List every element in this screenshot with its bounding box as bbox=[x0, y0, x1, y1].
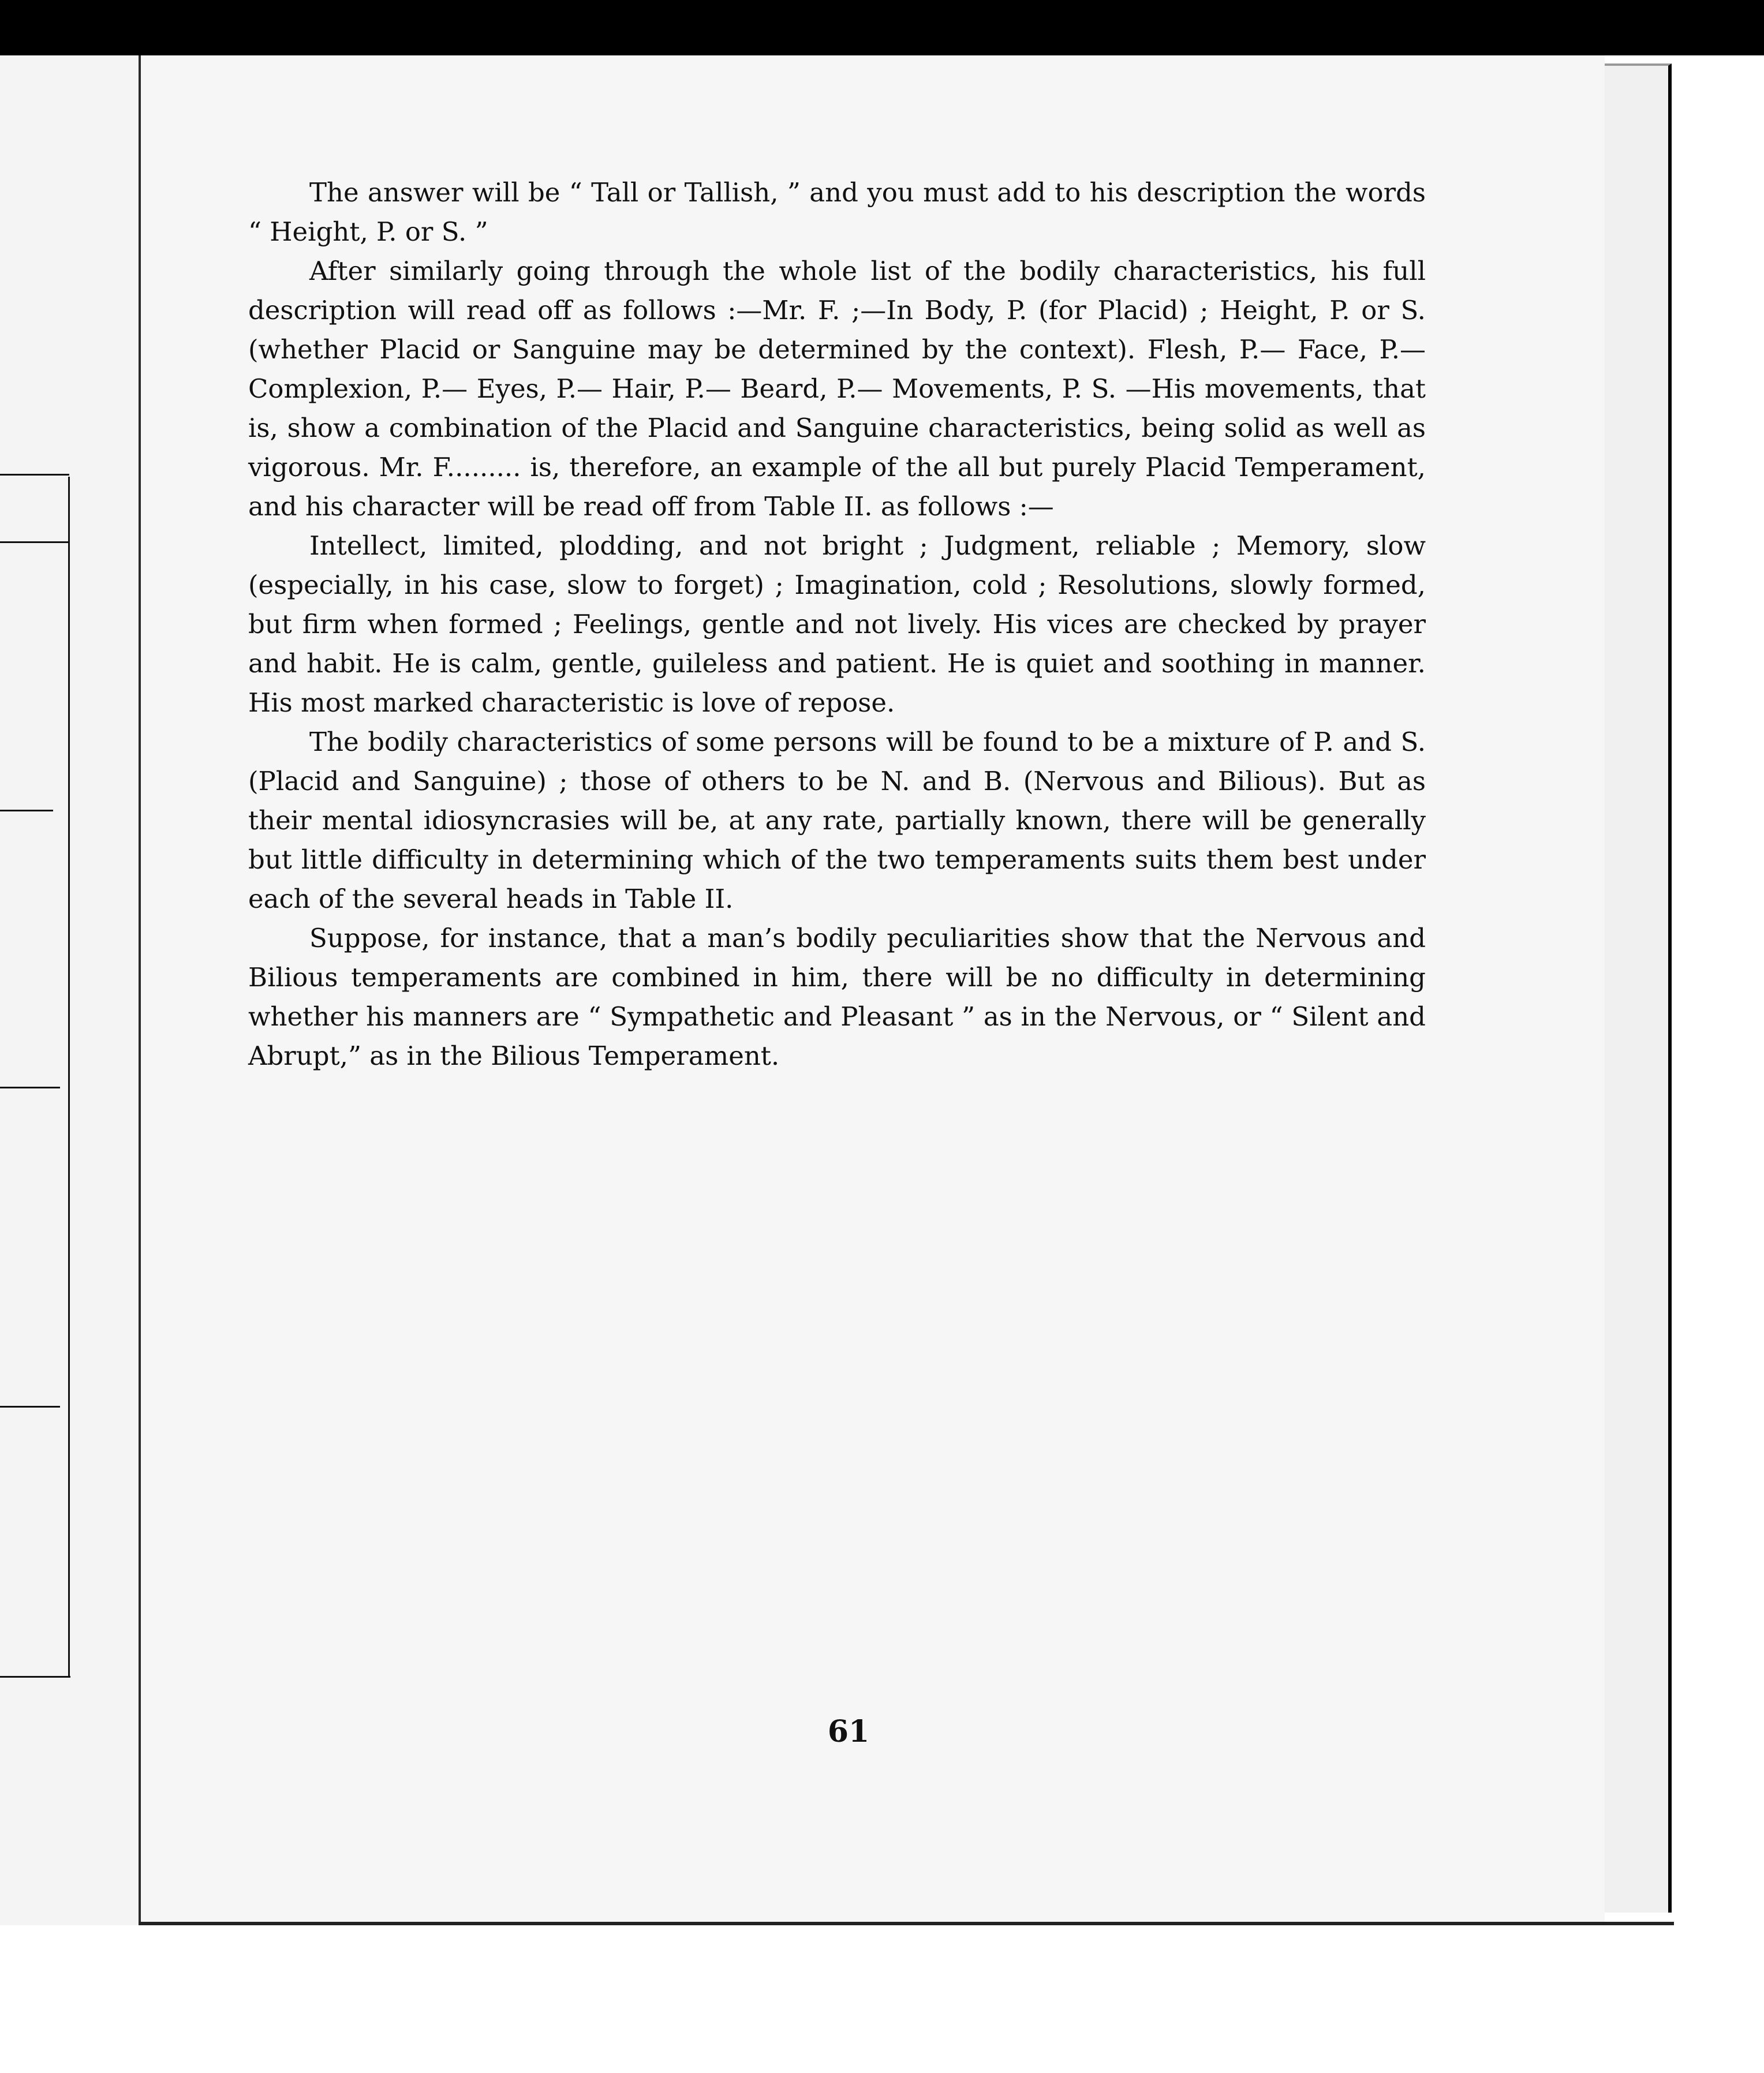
paragraph: After similarly going through the whole list of the bodily characteristics, his full description will read off as follows :—Mr. F. ;—In Body, P. (for Placid) ; Height, P. or S. (whether Placid or Sanguine may be determined by the context). Flesh, P.— Face, P.— Complexion, P.— Eyes, P.— Hair, P.— Beard, P.— Movements, P. S. —His movements, that is, show a combination of the Placid and Sanguine characteristics, being solid as well as vigorous. Mr. F......... is, therefore, an example of the all but purely Placid Temperament, and his character will be read off from Table II. as follows :— bbox=[248, 256, 1426, 522]
left-page-rule bbox=[0, 1406, 60, 1408]
paragraph: Intellect, limited, plodding, and not bright ; Judgment, reliable ; Memory, slow (especially, in his case, slow to forget) ; Imagination, cold ; Resolutions, slowly formed, but firm when formed ; Feelings, gentle and not lively. His vices are checked by prayer and habit. He is calm, gentle, guileless and patient. He is quiet and soothing in manner. His most marked characteristic is love of repose. bbox=[248, 530, 1426, 718]
scan-right-margin bbox=[1672, 55, 1764, 2073]
body-text bbox=[248, 173, 1426, 1076]
scan-top-border bbox=[0, 0, 1764, 55]
left-page-edge bbox=[0, 55, 141, 1925]
left-page-rule bbox=[68, 477, 70, 1677]
left-page-rule bbox=[0, 810, 53, 811]
paragraph: The answer will be “ Tall or Tallish, ” and you must add to his description the words “ Height, P. or S. ” bbox=[248, 177, 1426, 247]
left-page-rule bbox=[0, 474, 69, 476]
scan-bottom-margin bbox=[0, 1925, 1764, 2073]
left-page-rule bbox=[0, 541, 68, 543]
left-page-rule bbox=[0, 1087, 60, 1088]
page-number: 61 bbox=[827, 1714, 870, 1749]
page-stack-edge bbox=[1605, 63, 1672, 1913]
paragraph: The bodily characteristics of some persons will be found to be a mixture of P. and S. (Placid and Sanguine) ; those of others to be N. and B. (Nervous and Bilious). But as their mental idiosyncrasies will be, at any rate, partially known, there will be generally but little difficulty in determining which of the two temperaments suits them best under each of the several heads in Table II. bbox=[248, 727, 1426, 914]
paragraph: Suppose, for instance, that a man’s bodily peculiarities show that the Nervous and Bilious temperaments are combined in him, there will be no difficulty in determining whether his manners are “ Sympathetic and Pleasant ” as in the Nervous, or “ Silent and Abrupt,” as in the Bilious Temperament. bbox=[248, 923, 1426, 1071]
left-page-rule bbox=[0, 1676, 70, 1678]
